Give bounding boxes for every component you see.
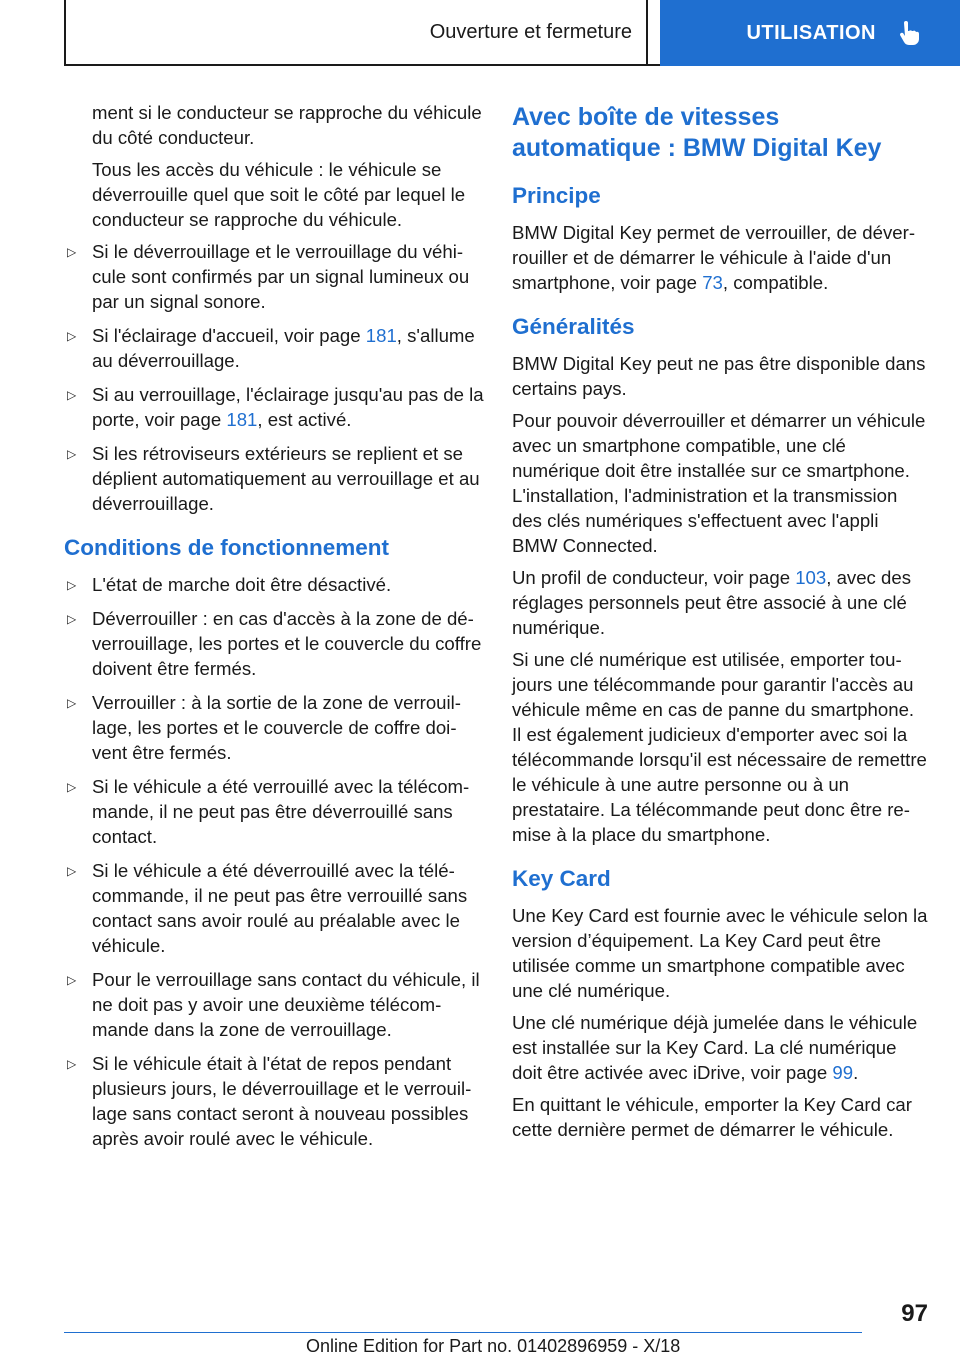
triangle-bullet-icon: ▷ <box>67 447 77 461</box>
triangle-bullet-icon: ▷ <box>67 329 77 343</box>
paragraph: BMW Digital Key peut ne pas être disponible dans certains pays. <box>512 353 926 399</box>
list-item-text: L'état de marche doit être désactivé. <box>92 574 392 595</box>
left-column <box>64 100 484 1160</box>
section-header-tab <box>64 0 648 64</box>
paragraph: En quittant le véhicule, emporter la Key Card car cette dernière permet de démarrer le véhicule. <box>512 1094 912 1140</box>
paragraph <box>512 1010 928 1085</box>
paragraph-text: , compatible. <box>722 272 829 293</box>
section-heading: Key Card <box>512 866 611 891</box>
right-column <box>512 100 928 1149</box>
triangle-bullet-icon: ▷ <box>67 245 77 259</box>
list-item-text: , s'allume au déverrouillage. <box>92 325 475 371</box>
page-number: 97 <box>901 1300 928 1327</box>
list-item <box>64 572 484 597</box>
triangle-bullet-icon: ▷ <box>67 864 77 878</box>
triangle-bullet-icon: ▷ <box>67 973 77 987</box>
list-item <box>64 323 484 373</box>
edition-footer: Online Edition for Part no. 01402896959 - X/18 <box>306 1336 681 1356</box>
list-item-text: Pour le verrouillage sans contact du véhicule, il ne doit pas y avoir une deuxième télécommande dans la zone de verrouillage. <box>92 969 480 1040</box>
paragraph <box>512 565 928 640</box>
list-item-text: Si le déverrouillage et le verrouillage du véhicule sont confirmés par un signal lumineux ou par un signal sonore. <box>92 241 470 312</box>
list-item-text: Si le véhicule a été verrouillé avec la télécommande, il ne peut pas être déverrouillé sans contact. <box>92 776 470 847</box>
page-reference-link[interactable]: 181 <box>226 409 258 430</box>
list-item-text: Si les rétroviseurs extérieurs se replient et se déplient automatiquement au verrouillage et au déverrouillage. <box>92 443 480 514</box>
list-item-text: Si le véhicule était à l'état de repos pendant plusieurs jours, le déverrouillage et le verrouillage sans contact seront à nouveau possibles après avoir roulé avec le véhicule. <box>92 1053 472 1149</box>
list-item <box>64 1051 484 1151</box>
list-item <box>64 967 484 1042</box>
section-title: Ouverture et fermeture <box>429 20 632 43</box>
triangle-bullet-icon: ▷ <box>67 388 77 402</box>
list-item <box>64 858 484 958</box>
section-heading: Principe <box>512 183 601 208</box>
list-item <box>64 441 484 516</box>
list-item <box>64 606 484 681</box>
list-item <box>64 690 484 765</box>
intro-paragraph: ment si le conducteur se rapproche du véhicule du côté conducteur. <box>92 102 482 148</box>
page-reference-link[interactable]: 103 <box>795 567 827 588</box>
list-item <box>64 774 484 849</box>
list-item-text: , est activé. <box>257 409 352 430</box>
chapter-tab <box>660 0 960 66</box>
triangle-bullet-icon: ▷ <box>67 612 77 626</box>
list-item-text: Déverrouiller : en cas d'accès à la zone de déverrouillage, les portes et le couvercle du coffre doivent être fermés. <box>92 608 482 679</box>
paragraph-text: Une clé numérique déjà jumelée dans le véhicule est installée sur la Key Card. La clé numérique doit être activée avec iDrive, voir page <box>512 1012 918 1083</box>
paragraph-text: BMW Digital Key permet de verrouiller, de déverrouiller et de démarrer le véhicule à l'aide d'un smartphone, voir page <box>512 222 916 293</box>
triangle-bullet-icon: ▷ <box>67 1057 77 1071</box>
list-item-text: Si le véhicule a été déverrouillé avec la télécommande, il ne peut pas être verrouillé sans contact sans avoir roulé au préalable avec le véhicule. <box>92 860 468 956</box>
page-reference-link[interactable]: 73 <box>702 272 723 293</box>
paragraph-text: , avec des réglages personnels peut être associé à une clé numérique. <box>512 567 912 638</box>
list-item <box>64 239 484 314</box>
paragraph: Une Key Card est fournie avec le véhicule selon la version d’équipement. La Key Card peut être utilisée comme un smartphone compatible avec une clé numérique. <box>512 905 928 1001</box>
triangle-bullet-icon: ▷ <box>67 578 77 592</box>
list-item-text: Si au verrouillage, l'éclairage jusqu'au pas de la porte, voir page <box>92 384 484 430</box>
chapter-label: UTILISATION <box>746 21 876 44</box>
page-reference-link[interactable]: 99 <box>832 1062 854 1083</box>
pointing-hand-icon <box>898 21 920 45</box>
section-heading: Généralités <box>512 314 635 339</box>
paragraph: Pour pouvoir déverrouiller et démarrer un véhicule avec un smartphone compatible, une clé numérique doit être installée sur ce smartphone. L'installation, l'administration et la transmission des clés numériques s'effectuent avec l'appli BMW Connected. <box>512 410 926 556</box>
list-item-text: Si l'éclairage d'accueil, voir page <box>92 325 366 346</box>
section-heading: Conditions de fonctionnement <box>64 535 389 560</box>
main-heading: Avec boîte de vitesses automatique : BMW Digital Key <box>512 103 882 162</box>
paragraph-text: . <box>853 1062 859 1083</box>
list-item-text: Verrouiller : à la sortie de la zone de verrouillage, les portes et le couvercle de coffre doivent être fermés. <box>92 692 461 763</box>
paragraph-text: Un profil de conducteur, voir page <box>512 567 796 588</box>
footer-rule <box>64 1332 862 1333</box>
triangle-bullet-icon: ▷ <box>67 696 77 710</box>
paragraph <box>512 220 928 295</box>
list-item <box>64 382 484 432</box>
intro-paragraph: Tous les accès du véhicule : le véhicule se déverrouille quel que soit le côté par lequel le conducteur se rapproche du véhicule. <box>92 159 466 230</box>
triangle-bullet-icon: ▷ <box>67 780 77 794</box>
page-reference-link[interactable]: 181 <box>365 325 397 346</box>
paragraph: Si une clé numérique est utilisée, emporter toujours une télécommande pour garantir l'accès au véhicule même en cas de panne du smartphone. Il est également judicieux d'emporter avec soi la télécommande lorsqu'il est nécessaire de remettre le véhicule à une autre personne ou à un prestataire. La télécommande peut donc être remise à la place du smartphone. <box>512 649 927 845</box>
